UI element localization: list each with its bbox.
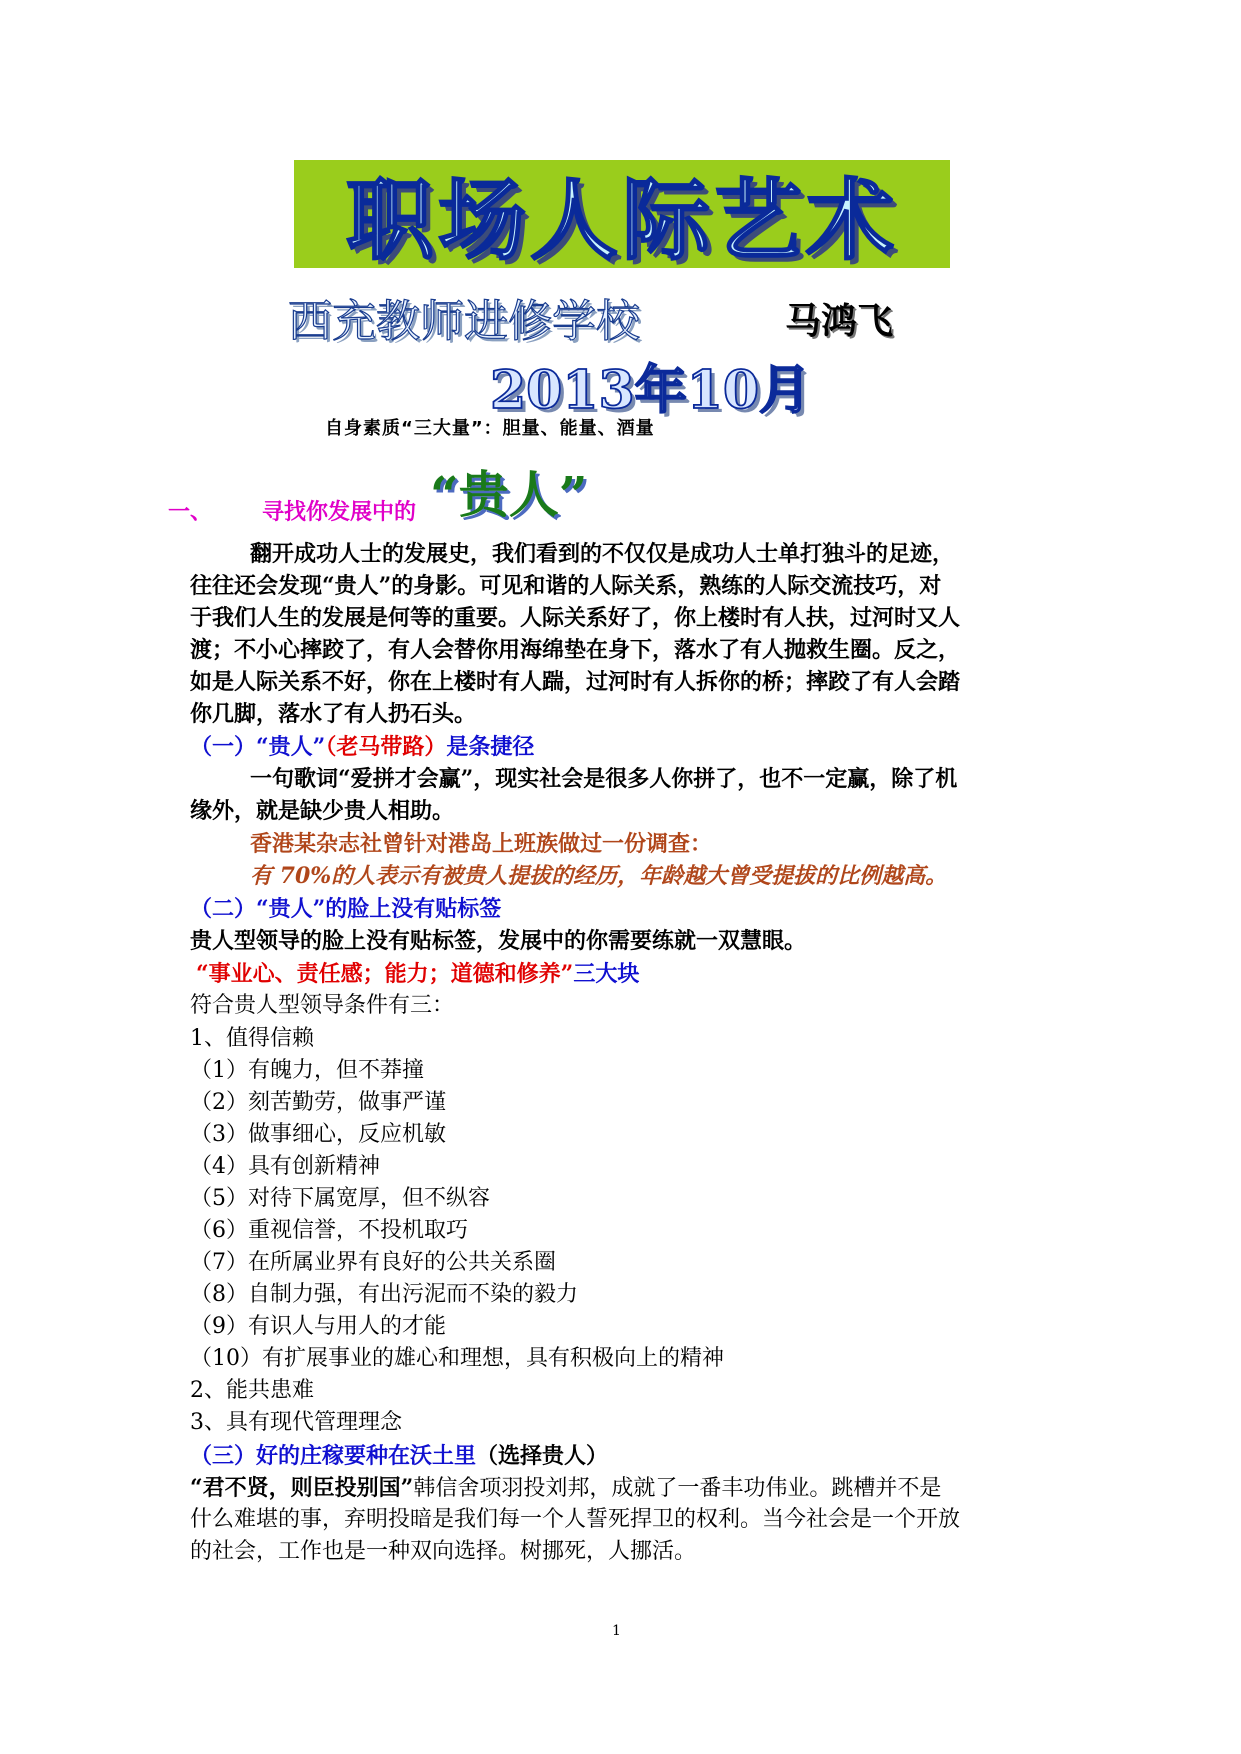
subsection-heading-1 xyxy=(190,731,534,763)
condition-item: 2、能共患难 xyxy=(190,1378,314,1403)
list-item: （6）重视信誉，不投机取巧 xyxy=(190,1218,468,1243)
paragraph-line: 缘外，就是缺少贵人相助。 xyxy=(190,798,455,824)
three-blocks-suffix: 三大块 xyxy=(573,961,640,987)
heading-part: （三）好的庄稼要种在沃土里 xyxy=(190,1443,477,1469)
paragraph-line: 的社会，工作也是一种双向选择。树挪死，人挪活。 xyxy=(190,1539,697,1564)
paragraph-line xyxy=(190,1472,941,1505)
survey-result: 有 70%的人表示有被贵人提拔的经历，年龄越大曾受提拔的比例越高。 xyxy=(250,863,948,889)
section-title: 寻找你发展中的 xyxy=(262,500,417,525)
qualities-line: 自身素质“三大量”：胆量、能量、酒量 xyxy=(325,418,655,439)
condition-item: 1、值得信赖 xyxy=(190,1026,314,1051)
three-blocks-line xyxy=(196,958,639,990)
list-item: （3）做事细心，反应机敏 xyxy=(190,1122,446,1147)
paragraph-line: 往往还会发现“贵人”的身影。可见和谐的人际关系，熟练的人际交流技巧，对 xyxy=(190,573,942,599)
quote: “君不贤，则臣投别国” xyxy=(190,1475,414,1501)
document-title: 职场人际艺术 xyxy=(345,169,898,272)
three-blocks-text: “事业心、责任感；能力；道德和修养” xyxy=(196,961,574,987)
guiren-wordart: “贵人” xyxy=(430,465,588,524)
survey-line: 香港某杂志社曾针对港岛上班族做过一份调查： xyxy=(250,831,713,857)
school-name: 西充教师进修学校 xyxy=(288,296,640,347)
list-item: （1）有魄力，但不莽撞 xyxy=(190,1058,424,1083)
paragraph-line: 贵人型领导的脸上没有贴标签，发展中的你需要练就一双慧眼。 xyxy=(190,928,807,954)
heading-part: （老马带路） xyxy=(325,734,447,760)
list-item: （7）在所属业界有良好的公共关系圈 xyxy=(190,1250,556,1275)
section-number: 一、 xyxy=(168,500,213,525)
condition-item: 3、具有现代管理理念 xyxy=(190,1410,402,1435)
list-item: （10）有扩展事业的雄心和理想，具有积极向上的精神 xyxy=(190,1346,724,1371)
paragraph-line: 一句歌词“爱拼才会赢”，现实社会是很多人你拼了，也不一定赢，除了机 xyxy=(250,766,958,792)
paragraph-line: 什么难堪的事，弃明投暗是我们每一个人誓死捍卫的权利。当今社会是一个开放 xyxy=(190,1507,961,1532)
quote-followup: 韩信舍项羽投刘邦，成就了一番丰功伟业。跳槽并不是 xyxy=(413,1476,942,1501)
subsection-heading-2: （二）“贵人”的脸上没有贴标签 xyxy=(190,896,502,922)
conditions-intro: 符合贵人型领导条件有三： xyxy=(190,993,455,1018)
subsection-heading-3 xyxy=(190,1440,608,1472)
list-item: （5）对待下属宽厚，但不纵容 xyxy=(190,1186,490,1211)
title-banner xyxy=(294,160,950,272)
paragraph-line: 翻开成功人士的发展史，我们看到的不仅仅是成功人士单打独斗的足迹， xyxy=(250,541,955,567)
heading-part: （选择贵人） xyxy=(476,1443,609,1469)
paragraph-line: 于我们人生的发展是何等的重要。人际关系好了，你上楼时有人扶，过河时又人 xyxy=(190,605,961,631)
heading-part: （一）“贵人” xyxy=(190,734,326,760)
list-item: （2）刻苦勤劳，做事严谨 xyxy=(190,1090,446,1115)
list-item: （8）自制力强，有出污泥而不染的毅力 xyxy=(190,1282,578,1307)
author-name: 马鸿飞 xyxy=(785,300,894,342)
paragraph-line: 你几脚，落水了有人扔石头。 xyxy=(190,701,477,727)
paragraph-line: 如是人际关系不好，你在上楼时有人踹，过河时有人拆你的桥；摔跤了有人会踏 xyxy=(190,669,961,695)
heading-part: 是条捷径 xyxy=(446,734,535,760)
document-date: 2013年10月 xyxy=(490,360,812,421)
list-item: （9）有识人与用人的才能 xyxy=(190,1314,446,1339)
paragraph-line: 渡；不小心摔跤了，有人会替你用海绵垫在身下，落水了有人抛救生圈。反之， xyxy=(190,637,961,663)
page-number: 1 xyxy=(612,1623,621,1639)
list-item: （4）具有创新精神 xyxy=(190,1154,380,1179)
